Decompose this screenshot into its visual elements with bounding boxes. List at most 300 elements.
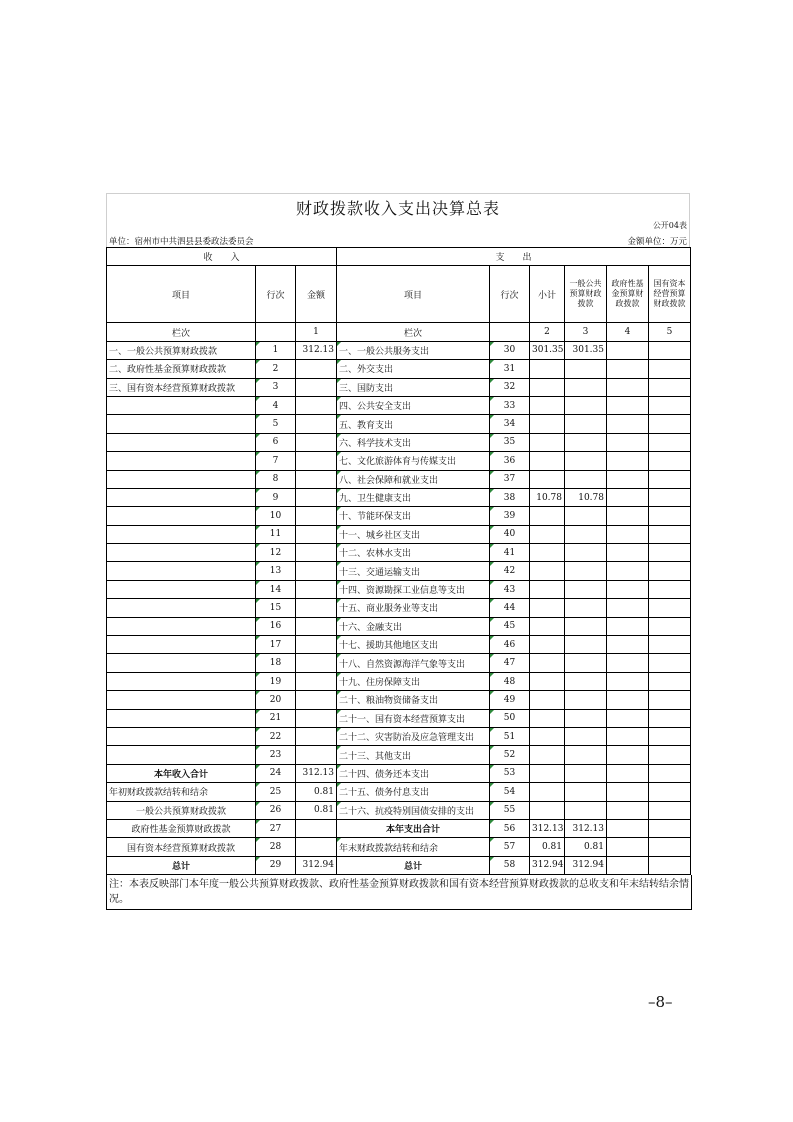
expense-line-no-cell: 38 [490, 488, 530, 506]
general-budget-cell [565, 691, 607, 709]
income-amount-cell [296, 544, 337, 562]
income-item-cell [107, 544, 256, 562]
page-number: –8– [648, 993, 673, 1011]
general-budget-cell [565, 783, 607, 801]
income-item-cell: 本年收入合计 [107, 764, 256, 782]
table-row [107, 507, 691, 525]
expense-item-cell: 十四、资源勘探工业信息等支出 [337, 580, 490, 598]
expense-item-cell: 一、一般公共服务支出 [337, 341, 490, 359]
table-body [107, 341, 691, 874]
subtotal-cell [530, 672, 565, 690]
income-line-no-cell: 6 [256, 433, 296, 451]
general-budget-cell [565, 415, 607, 433]
expense-line-no-cell: 31 [490, 360, 530, 378]
income-amount-cell [296, 599, 337, 617]
income-amount-cell [296, 507, 337, 525]
income-item-cell [107, 415, 256, 433]
table-row [107, 452, 691, 470]
table-row [107, 525, 691, 543]
table-row [107, 746, 691, 764]
income-item-cell: 总计 [107, 856, 256, 874]
state-capital-cell [649, 691, 691, 709]
expense-item-cell: 十六、金融支出 [337, 617, 490, 635]
income-line-no-cell: 10 [256, 507, 296, 525]
expense-item-cell: 总计 [337, 856, 490, 874]
gov-fund-cell [607, 433, 649, 451]
income-item-cell [107, 580, 256, 598]
income-line-no-cell: 7 [256, 452, 296, 470]
state-capital-cell [649, 396, 691, 414]
general-budget-cell [565, 378, 607, 396]
income-amount-cell: 312.94 [296, 856, 337, 874]
subtotal-cell: 301.35 [530, 341, 565, 359]
expense-item-cell: 五、教育支出 [337, 415, 490, 433]
col-line-no-income: 行次 [256, 266, 296, 323]
state-capital-cell [649, 360, 691, 378]
income-amount-cell: 312.13 [296, 341, 337, 359]
state-capital-cell [649, 654, 691, 672]
subtotal-cell [530, 452, 565, 470]
expense-line-no-cell: 57 [490, 838, 530, 856]
gov-fund-cell [607, 544, 649, 562]
state-capital-cell [649, 415, 691, 433]
table-row [107, 617, 691, 635]
expense-item-cell: 十三、交通运输支出 [337, 562, 490, 580]
footnote: 注：本表反映部门本年度一般公共预算财政拨款、政府性基金预算财政拨款和国有资本经营预算财政拨款的总收支和年末结转结余情况。 [106, 875, 692, 910]
table-row [107, 654, 691, 672]
empty-cell [490, 323, 530, 341]
table-row [107, 488, 691, 506]
state-capital-cell [649, 636, 691, 654]
expense-line-no-cell: 47 [490, 654, 530, 672]
general-budget-cell [565, 433, 607, 451]
income-amount-cell [296, 378, 337, 396]
table-row [107, 672, 691, 690]
general-budget-cell [565, 617, 607, 635]
income-item-cell [107, 746, 256, 764]
gov-fund-cell [607, 709, 649, 727]
table-row [107, 415, 691, 433]
gov-fund-cell [607, 764, 649, 782]
table-row [107, 544, 691, 562]
income-item-cell [107, 727, 256, 745]
unit-label: 单位：宿州市中共泗县县委政法委员会 [109, 237, 254, 247]
state-capital-cell [649, 801, 691, 819]
expense-item-cell: 七、文化旅游体育与传媒支出 [337, 452, 490, 470]
gov-fund-cell [607, 691, 649, 709]
expense-item-cell: 本年支出合计 [337, 819, 490, 837]
gov-fund-cell [607, 470, 649, 488]
income-line-no-cell: 9 [256, 488, 296, 506]
income-item-cell [107, 562, 256, 580]
report-sheet [106, 193, 690, 910]
subtotal-cell [530, 654, 565, 672]
unit-line [106, 233, 690, 247]
expense-line-no-cell: 34 [490, 415, 530, 433]
income-line-no-cell: 27 [256, 819, 296, 837]
general-budget-cell [565, 746, 607, 764]
income-amount-cell [296, 636, 337, 654]
income-item-cell [107, 672, 256, 690]
col-index-5: 5 [649, 323, 691, 341]
income-amount-cell [296, 452, 337, 470]
expense-item-cell: 二十五、债务付息支出 [337, 783, 490, 801]
subtotal-cell [530, 764, 565, 782]
subtotal-cell [530, 746, 565, 764]
col-item-income: 项目 [107, 266, 256, 323]
expense-line-no-cell: 39 [490, 507, 530, 525]
income-line-no-cell: 3 [256, 378, 296, 396]
subtotal-cell: 312.13 [530, 819, 565, 837]
income-line-no-cell: 15 [256, 599, 296, 617]
gov-fund-cell [607, 525, 649, 543]
expense-header: 支 出 [337, 248, 691, 266]
amount-unit: 金额单位：万元 [627, 237, 687, 247]
income-amount-cell [296, 360, 337, 378]
state-capital-cell [649, 452, 691, 470]
table-row [107, 396, 691, 414]
col-item-expense: 项目 [337, 266, 490, 323]
income-line-no-cell: 29 [256, 856, 296, 874]
general-budget-cell [565, 672, 607, 690]
expense-item-cell: 八、社会保障和就业支出 [337, 470, 490, 488]
income-amount-cell [296, 562, 337, 580]
general-budget-cell [565, 636, 607, 654]
expense-line-no-cell: 58 [490, 856, 530, 874]
gov-fund-cell [607, 856, 649, 874]
table-row [107, 838, 691, 856]
expense-item-cell: 十五、商业服务业等支出 [337, 599, 490, 617]
table-row [107, 580, 691, 598]
expense-line-no-cell: 45 [490, 617, 530, 635]
income-line-no-cell: 22 [256, 727, 296, 745]
income-amount-cell [296, 470, 337, 488]
income-line-no-cell: 2 [256, 360, 296, 378]
expense-line-no-cell: 56 [490, 819, 530, 837]
gov-fund-cell [607, 672, 649, 690]
subtotal-cell [530, 709, 565, 727]
gov-fund-cell [607, 415, 649, 433]
income-item-cell [107, 691, 256, 709]
gov-fund-cell [607, 636, 649, 654]
expense-line-no-cell: 52 [490, 746, 530, 764]
income-line-no-cell: 5 [256, 415, 296, 433]
general-budget-cell [565, 544, 607, 562]
expense-item-cell: 二、外交支出 [337, 360, 490, 378]
col-index-1: 1 [296, 323, 337, 341]
state-capital-cell [649, 838, 691, 856]
subtotal-cell: 10.78 [530, 488, 565, 506]
state-capital-cell [649, 562, 691, 580]
income-amount-cell [296, 727, 337, 745]
expense-item-cell: 十七、援助其他地区支出 [337, 636, 490, 654]
gov-fund-cell [607, 727, 649, 745]
gov-fund-cell [607, 838, 649, 856]
income-line-no-cell: 1 [256, 341, 296, 359]
gov-fund-cell [607, 507, 649, 525]
income-item-cell: 年初财政拨款结转和结余 [107, 783, 256, 801]
income-item-cell: 国有资本经营预算财政拨款 [107, 838, 256, 856]
general-budget-cell [565, 452, 607, 470]
general-budget-cell [565, 599, 607, 617]
general-budget-cell [565, 396, 607, 414]
general-budget-cell [565, 580, 607, 598]
state-capital-cell [649, 507, 691, 525]
gov-fund-cell [607, 396, 649, 414]
income-header: 收 入 [107, 248, 337, 266]
gov-fund-cell [607, 819, 649, 837]
col-gov-fund: 政府性基金预算财政拨款 [607, 266, 649, 323]
subtotal-cell [530, 415, 565, 433]
income-line-no-cell: 18 [256, 654, 296, 672]
expense-item-cell: 四、公共安全支出 [337, 396, 490, 414]
expense-line-no-cell: 41 [490, 544, 530, 562]
income-amount-cell [296, 838, 337, 856]
expense-line-no-cell: 48 [490, 672, 530, 690]
income-amount-cell [296, 746, 337, 764]
table-row [107, 691, 691, 709]
income-item-cell: 二、政府性基金预算财政拨款 [107, 360, 256, 378]
income-item-cell [107, 599, 256, 617]
expense-item-cell: 二十一、国有资本经营预算支出 [337, 709, 490, 727]
state-capital-cell [649, 672, 691, 690]
income-amount-cell [296, 580, 337, 598]
col-amount: 金额 [296, 266, 337, 323]
subtotal-cell [530, 360, 565, 378]
income-amount-cell: 312.13 [296, 764, 337, 782]
income-amount-cell [296, 617, 337, 635]
col-general-budget: 一般公共预算财政拨款 [565, 266, 607, 323]
income-amount-cell [296, 654, 337, 672]
income-item-cell [107, 433, 256, 451]
expense-line-no-cell: 42 [490, 562, 530, 580]
state-capital-cell [649, 819, 691, 837]
expense-item-cell: 年末财政拨款结转和结余 [337, 838, 490, 856]
income-amount-cell [296, 415, 337, 433]
income-amount-cell [296, 488, 337, 506]
income-line-no-cell: 13 [256, 562, 296, 580]
expense-line-no-cell: 54 [490, 783, 530, 801]
state-capital-cell [649, 488, 691, 506]
income-line-no-cell: 14 [256, 580, 296, 598]
subtotal-cell [530, 727, 565, 745]
table-row [107, 636, 691, 654]
subtotal-cell [530, 691, 565, 709]
subtotal-cell [530, 636, 565, 654]
expense-item-cell: 二十六、抗疫特别国债安排的支出 [337, 801, 490, 819]
state-capital-cell [649, 783, 691, 801]
subtotal-cell [530, 580, 565, 598]
general-budget-cell [565, 654, 607, 672]
state-capital-cell [649, 856, 691, 874]
income-item-cell [107, 470, 256, 488]
income-amount-cell [296, 525, 337, 543]
expense-line-no-cell: 44 [490, 599, 530, 617]
income-line-no-cell: 25 [256, 783, 296, 801]
income-line-no-cell: 4 [256, 396, 296, 414]
state-capital-cell [649, 599, 691, 617]
table-row [107, 433, 691, 451]
gov-fund-cell [607, 783, 649, 801]
subtotal-cell [530, 525, 565, 543]
summary-table [106, 247, 691, 875]
form-code: 公开04表 [106, 220, 690, 233]
state-capital-cell [649, 709, 691, 727]
general-budget-cell [565, 709, 607, 727]
state-capital-cell [649, 525, 691, 543]
general-budget-cell: 301.35 [565, 341, 607, 359]
income-line-no-cell: 26 [256, 801, 296, 819]
expense-line-no-cell: 46 [490, 636, 530, 654]
subtotal-cell [530, 562, 565, 580]
general-budget-cell [565, 801, 607, 819]
subtotal-cell [530, 378, 565, 396]
empty-cell [256, 323, 296, 341]
col-label-income: 栏次 [107, 323, 256, 341]
state-capital-cell [649, 341, 691, 359]
subtotal-cell [530, 433, 565, 451]
income-line-no-cell: 23 [256, 746, 296, 764]
income-item-cell: 一、一般公共预算财政拨款 [107, 341, 256, 359]
expense-item-cell: 九、卫生健康支出 [337, 488, 490, 506]
expense-item-cell: 十、节能环保支出 [337, 507, 490, 525]
expense-line-no-cell: 51 [490, 727, 530, 745]
income-line-no-cell: 17 [256, 636, 296, 654]
income-item-cell [107, 654, 256, 672]
state-capital-cell [649, 433, 691, 451]
expense-item-cell: 二十二、灾害防治及应急管理支出 [337, 727, 490, 745]
state-capital-cell [649, 746, 691, 764]
expense-line-no-cell: 43 [490, 580, 530, 598]
subtotal-cell [530, 470, 565, 488]
general-budget-cell [565, 507, 607, 525]
income-amount-cell [296, 819, 337, 837]
report-title: 财政拨款收入支出决算总表 [106, 193, 690, 220]
income-line-no-cell: 20 [256, 691, 296, 709]
expense-line-no-cell: 35 [490, 433, 530, 451]
gov-fund-cell [607, 801, 649, 819]
expense-line-no-cell: 37 [490, 470, 530, 488]
table-row [107, 360, 691, 378]
table-row [107, 341, 691, 359]
income-item-cell [107, 617, 256, 635]
income-item-cell [107, 636, 256, 654]
expense-item-cell: 三、国防支出 [337, 378, 490, 396]
gov-fund-cell [607, 360, 649, 378]
col-index-4: 4 [607, 323, 649, 341]
gov-fund-cell [607, 580, 649, 598]
general-budget-cell: 10.78 [565, 488, 607, 506]
expense-line-no-cell: 53 [490, 764, 530, 782]
income-line-no-cell: 12 [256, 544, 296, 562]
income-item-cell: 三、国有资本经营预算财政拨款 [107, 378, 256, 396]
income-item-cell [107, 488, 256, 506]
income-amount-cell [296, 709, 337, 727]
expense-item-cell: 二十三、其他支出 [337, 746, 490, 764]
subtotal-cell: 312.94 [530, 856, 565, 874]
general-budget-cell [565, 727, 607, 745]
table-row [107, 562, 691, 580]
table-row [107, 727, 691, 745]
subtotal-cell [530, 617, 565, 635]
table-row [107, 819, 691, 837]
income-line-no-cell: 21 [256, 709, 296, 727]
income-amount-cell [296, 672, 337, 690]
subtotal-cell: 0.81 [530, 838, 565, 856]
income-line-no-cell: 11 [256, 525, 296, 543]
state-capital-cell [649, 378, 691, 396]
income-item-cell: 一般公共预算财政拨款 [107, 801, 256, 819]
table-row [107, 764, 691, 782]
state-capital-cell [649, 727, 691, 745]
general-budget-cell [565, 360, 607, 378]
expense-line-no-cell: 49 [490, 691, 530, 709]
gov-fund-cell [607, 378, 649, 396]
subtotal-cell [530, 783, 565, 801]
general-budget-cell: 312.94 [565, 856, 607, 874]
general-budget-cell: 312.13 [565, 819, 607, 837]
income-item-cell [107, 396, 256, 414]
col-label-expense: 栏次 [337, 323, 490, 341]
income-line-no-cell: 19 [256, 672, 296, 690]
table-row [107, 470, 691, 488]
income-line-no-cell: 28 [256, 838, 296, 856]
table-row [107, 801, 691, 819]
expense-line-no-cell: 30 [490, 341, 530, 359]
income-item-cell [107, 452, 256, 470]
income-line-no-cell: 24 [256, 764, 296, 782]
expense-line-no-cell: 55 [490, 801, 530, 819]
general-budget-cell [565, 764, 607, 782]
gov-fund-cell [607, 746, 649, 764]
state-capital-cell [649, 580, 691, 598]
expense-item-cell: 十二、农林水支出 [337, 544, 490, 562]
expense-line-no-cell: 33 [490, 396, 530, 414]
gov-fund-cell [607, 488, 649, 506]
gov-fund-cell [607, 562, 649, 580]
subtotal-cell [530, 544, 565, 562]
col-line-no-expense: 行次 [490, 266, 530, 323]
table-row [107, 599, 691, 617]
income-line-no-cell: 8 [256, 470, 296, 488]
expense-item-cell: 十八、自然资源海洋气象等支出 [337, 654, 490, 672]
col-state-capital: 国有资本经营预算财政拨款 [649, 266, 691, 323]
state-capital-cell [649, 470, 691, 488]
income-amount-cell [296, 433, 337, 451]
state-capital-cell [649, 544, 691, 562]
gov-fund-cell [607, 452, 649, 470]
general-budget-cell [565, 525, 607, 543]
subtotal-cell [530, 507, 565, 525]
expense-item-cell: 十一、城乡社区支出 [337, 525, 490, 543]
gov-fund-cell [607, 341, 649, 359]
income-amount-cell: 0.81 [296, 801, 337, 819]
expense-line-no-cell: 50 [490, 709, 530, 727]
general-budget-cell [565, 470, 607, 488]
income-amount-cell: 0.81 [296, 783, 337, 801]
state-capital-cell [649, 617, 691, 635]
income-item-cell [107, 525, 256, 543]
gov-fund-cell [607, 654, 649, 672]
expense-item-cell: 二十、粮油物资储备支出 [337, 691, 490, 709]
expense-item-cell: 六、科学技术支出 [337, 433, 490, 451]
income-amount-cell [296, 691, 337, 709]
subtotal-cell [530, 396, 565, 414]
gov-fund-cell [607, 617, 649, 635]
col-index-3: 3 [565, 323, 607, 341]
state-capital-cell [649, 764, 691, 782]
gov-fund-cell [607, 599, 649, 617]
